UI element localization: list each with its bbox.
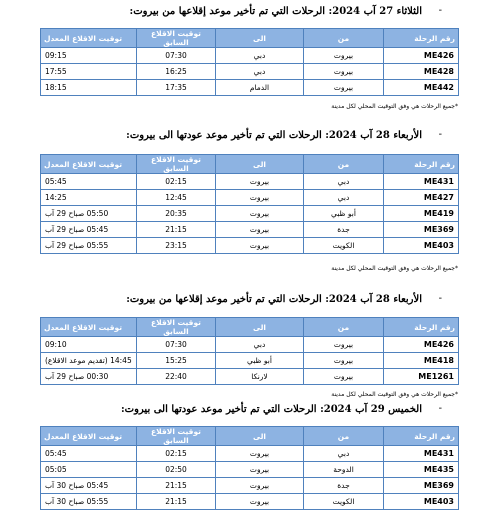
cell-to: بيروت: [216, 446, 304, 462]
section-heading: [0, 128, 500, 144]
col-header-from: من: [304, 29, 384, 48]
cell-new-time: 05:45: [41, 446, 137, 462]
section-wed-28-returns: [0, 128, 500, 272]
cell-flight: ME403: [384, 238, 459, 254]
cell-new-time: 05:55 صباح 29 آب: [41, 238, 137, 254]
cell-flight: ME428: [384, 64, 459, 80]
table-row: [41, 64, 459, 80]
cell-original-time: 12:45: [137, 190, 216, 206]
cell-from: بيروت: [304, 80, 384, 96]
table-row: [41, 48, 459, 64]
col-header-new-time: توقيت الاقلاع المعدل: [41, 427, 137, 446]
cell-from: بيروت: [304, 337, 384, 353]
cell-flight: ME369: [384, 478, 459, 494]
cell-original-time: 02:50: [137, 462, 216, 478]
cell-to: بيروت: [216, 478, 304, 494]
heading-bullet: -: [438, 403, 442, 414]
cell-flight: ME427: [384, 190, 459, 206]
col-header-from: من: [304, 155, 384, 174]
table-row: [41, 190, 459, 206]
heading-bullet: -: [438, 5, 442, 16]
table-header-row: [41, 29, 459, 48]
cell-original-time: 21:15: [137, 222, 216, 238]
cell-flight: ME435: [384, 462, 459, 478]
cell-to: بيروت: [216, 190, 304, 206]
col-header-original-time: توقيت الاقلاع السابق: [137, 155, 216, 174]
cell-from: دبي: [304, 190, 384, 206]
table-row: [41, 369, 459, 385]
table-row: [41, 337, 459, 353]
table-row: [41, 222, 459, 238]
cell-to: بيروت: [216, 462, 304, 478]
cell-new-time: 05:55 صباح 30 آب: [41, 494, 137, 510]
table-header-row: [41, 318, 459, 337]
cell-from: بيروت: [304, 48, 384, 64]
cell-flight: ME442: [384, 80, 459, 96]
cell-new-time: 05:45 صباح 30 آب: [41, 478, 137, 494]
cell-original-time: 22:40: [137, 369, 216, 385]
col-header-from: من: [304, 427, 384, 446]
col-header-original-time: توقيت الاقلاع السابق: [137, 29, 216, 48]
cell-original-time: 21:15: [137, 478, 216, 494]
table-row: [41, 446, 459, 462]
col-header-flight: رقم الرحلة: [384, 155, 459, 174]
section-heading-text: الثلاثاء 27 آب 2024: الرحلات التي تم تأخير موعد إقلاعها من بيروت:: [129, 6, 422, 17]
col-header-flight: رقم الرحلة: [384, 427, 459, 446]
cell-new-time: 00:30 صباح 29 آب: [41, 369, 137, 385]
section-wed-28-departures: [0, 292, 500, 398]
col-header-flight: رقم الرحلة: [384, 318, 459, 337]
cell-flight: ME431: [384, 446, 459, 462]
section-heading: [0, 292, 500, 308]
cell-to: أبو ظبي: [216, 353, 304, 369]
cell-original-time: 23:15: [137, 238, 216, 254]
flights-table: [40, 317, 459, 385]
cell-new-time: 14:45 (تقديم موعد الاقلاع): [41, 353, 137, 369]
cell-original-time: 20:35: [137, 206, 216, 222]
cell-from: أبو ظبي: [304, 206, 384, 222]
cell-from: جدة: [304, 222, 384, 238]
cell-flight: ME426: [384, 337, 459, 353]
timezone-note: *جميع الرحلات هي وفق التوقيت المحلي لكل مدينة: [331, 265, 458, 272]
table-row: [41, 238, 459, 254]
cell-new-time: 05:05: [41, 462, 137, 478]
table-row: [41, 174, 459, 190]
cell-to: بيروت: [216, 222, 304, 238]
cell-flight: ME419: [384, 206, 459, 222]
flights-table: [40, 426, 459, 510]
table-header-row: [41, 427, 459, 446]
cell-from: الكويت: [304, 238, 384, 254]
cell-original-time: 02:15: [137, 446, 216, 462]
cell-to: بيروت: [216, 238, 304, 254]
flights-table: [40, 28, 459, 96]
cell-from: الكويت: [304, 494, 384, 510]
cell-from: بيروت: [304, 353, 384, 369]
table-row: [41, 478, 459, 494]
cell-flight: ME431: [384, 174, 459, 190]
cell-to: دبي: [216, 48, 304, 64]
cell-new-time: 09:10: [41, 337, 137, 353]
section-heading: [0, 402, 500, 418]
col-header-to: الى: [216, 427, 304, 446]
col-header-new-time: توقيت الاقلاع المعدل: [41, 29, 137, 48]
table-row: [41, 353, 459, 369]
cell-from: بيروت: [304, 369, 384, 385]
col-header-flight: رقم الرحلة: [384, 29, 459, 48]
timezone-note: *جميع الرحلات هي وفق التوقيت المحلي لكل مدينة: [331, 391, 458, 398]
section-heading-text: الخميس 29 آب 2024: الرحلات التي تم تأخير موعد عودتها الى بيروت:: [120, 404, 422, 415]
heading-bullet: -: [438, 129, 442, 140]
cell-new-time: 05:50 صباح 29 آب: [41, 206, 137, 222]
cell-new-time: 05:45: [41, 174, 137, 190]
col-header-to: الى: [216, 29, 304, 48]
cell-original-time: 15:25: [137, 353, 216, 369]
col-header-to: الى: [216, 318, 304, 337]
cell-flight: ME403: [384, 494, 459, 510]
cell-original-time: 17:35: [137, 80, 216, 96]
table-row: [41, 462, 459, 478]
cell-from: الدوحة: [304, 462, 384, 478]
cell-new-time: 17:55: [41, 64, 137, 80]
col-header-from: من: [304, 318, 384, 337]
table-row: [41, 80, 459, 96]
cell-flight: ME369: [384, 222, 459, 238]
col-header-original-time: توقيت الاقلاع السابق: [137, 318, 216, 337]
cell-from: بيروت: [304, 64, 384, 80]
section-heading: [0, 4, 500, 20]
cell-from: جدة: [304, 478, 384, 494]
timezone-note: *جميع الرحلات هي وفق التوقيت المحلي لكل مدينة: [331, 103, 458, 110]
cell-to: بيروت: [216, 174, 304, 190]
flights-table: [40, 154, 459, 254]
section-heading-text: الأربعاء 28 آب 2024: الرحلات التي تم تأخير موعد عودتها الى بيروت:: [126, 130, 422, 141]
cell-to: دبي: [216, 337, 304, 353]
cell-original-time: 02:15: [137, 174, 216, 190]
col-header-new-time: توقيت الاقلاع المعدل: [41, 318, 137, 337]
cell-to: لارنكا: [216, 369, 304, 385]
cell-original-time: 07:30: [137, 337, 216, 353]
cell-from: دبي: [304, 446, 384, 462]
cell-to: بيروت: [216, 494, 304, 510]
cell-new-time: 14:25: [41, 190, 137, 206]
cell-original-time: 07:30: [137, 48, 216, 64]
cell-flight: ME426: [384, 48, 459, 64]
table-row: [41, 494, 459, 510]
cell-original-time: 16:25: [137, 64, 216, 80]
table-row: [41, 206, 459, 222]
heading-bullet: -: [438, 293, 442, 304]
table-header-row: [41, 155, 459, 174]
cell-to: الدمام: [216, 80, 304, 96]
cell-from: دبي: [304, 174, 384, 190]
col-header-original-time: توقيت الاقلاع السابق: [137, 427, 216, 446]
col-header-new-time: توقيت الاقلاع المعدل: [41, 155, 137, 174]
cell-flight: ME418: [384, 353, 459, 369]
cell-to: بيروت: [216, 206, 304, 222]
cell-new-time: 05:45 صباح 29 آب: [41, 222, 137, 238]
cell-new-time: 09:15: [41, 48, 137, 64]
section-thu-29-returns: [0, 402, 500, 506]
cell-to: دبي: [216, 64, 304, 80]
cell-new-time: 18:15: [41, 80, 137, 96]
cell-flight: ME1261: [384, 369, 459, 385]
section-heading-text: الأربعاء 28 آب 2024: الرحلات التي تم تأخير موعد إقلاعها من بيروت:: [126, 294, 422, 305]
cell-original-time: 21:15: [137, 494, 216, 510]
col-header-to: الى: [216, 155, 304, 174]
section-tue-27-departures: [0, 4, 500, 110]
